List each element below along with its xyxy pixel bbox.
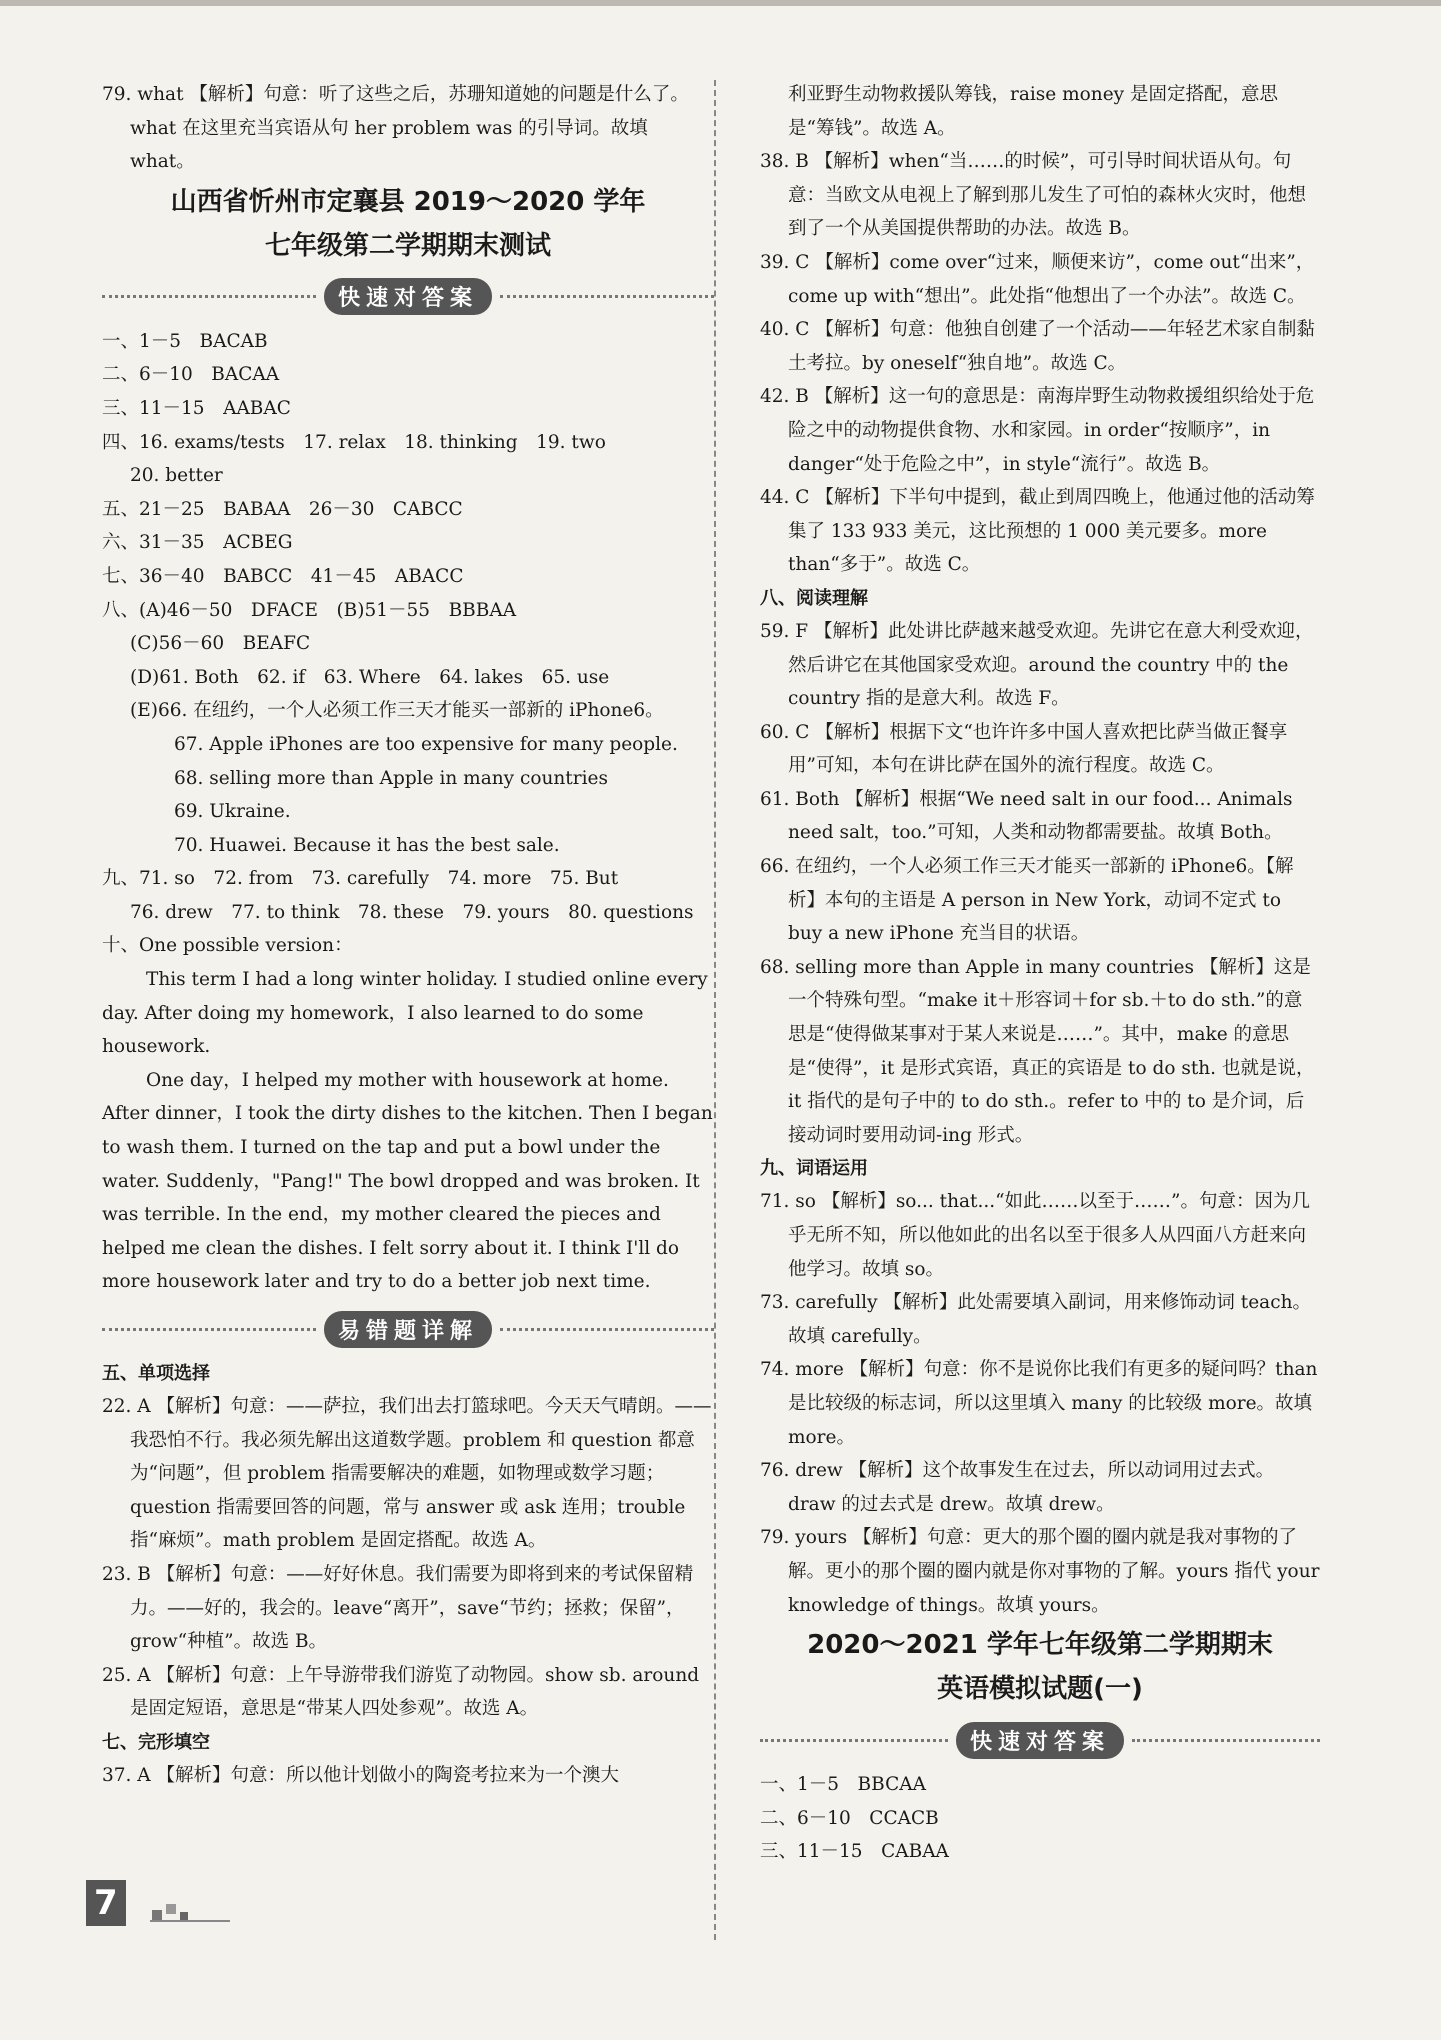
explanation: 39. C 【解析】come over“过来，顺便来访”，come out“出来”，come up with“想出”。此处指“他想出了一个办法”。故选 C。 [760, 251, 1315, 307]
answer-line: 七、36－40 BABCC 41－45 ABACC [102, 565, 464, 587]
explanation: 44. C 【解析】下半句中提到，截止到周四晚上，他通过他的活动筹集了 133 933 美元，这比预想的 1 000 美元要多。more than“多于”。故选 C。 [760, 487, 1315, 576]
section-heading: 八、阅读理解 [760, 587, 868, 609]
answer-line: (D)61. Both 62. if 63. Where 64. lakes 65. use [130, 666, 610, 688]
exam-subtitle: 英语模拟试题(一) [937, 1674, 1143, 1705]
exam-subtitle: 七年级第二学期期末测试 [264, 230, 551, 261]
column-divider [714, 80, 716, 1940]
explanation: 74. more 【解析】句意：你不是说你比我们有更多的疑问吗？than 是比较级的标志词，所以这里填入 many 的比较级 more。故填 more。 [760, 1359, 1318, 1448]
quick-answer-banner: 快速对答案 [760, 1722, 1320, 1758]
answer-line: 八、(A)46－50 DFACE (B)51－55 BBBAA [102, 599, 517, 621]
answer-line: 68. selling more than Apple in many countries [174, 767, 608, 789]
answer-line: 三、11－15 CABAA [760, 1841, 949, 1863]
answer-line: 20. better [130, 465, 223, 487]
answer-line: 二、6－10 CCACB [760, 1807, 939, 1829]
exam-title: 山西省忻州市定襄县 2019～2020 学年 [170, 186, 646, 217]
answer-line: 二、6－10 BACAA [102, 364, 280, 386]
answer-line: 十、One possible version： [102, 935, 353, 957]
essay-paragraph: This term I had a long winter holiday. I studied online every day. After doing my homework，I also learned to do some housework. [102, 969, 708, 1058]
explanation: 37. A 【解析】句意：所以他计划做小的陶瓷考拉来为一个澳大 [102, 1764, 620, 1786]
explanation: 38. B 【解析】when“当……的时候”，可引导时间状语从句。句意：当欧文从电视上了解到那儿发生了可怕的森林火灾时，他想到了一个从美国提供帮助的办法。故选 B。 [760, 151, 1307, 240]
explanation: 76. drew 【解析】这个故事发生在过去，所以动词用过去式。draw 的过去式是 drew。故填 drew。 [760, 1460, 1275, 1515]
explanation: 40. C 【解析】句意：他独自创建了一个活动——年轻艺术家自制黏土考拉。by oneself“独自地”。故选 C。 [760, 319, 1315, 374]
answer-line: 76. drew 77. to think 78. these 79. yours 80. questions [130, 901, 694, 923]
explanation: 22. A 【解析】句意：——萨拉，我们出去打篮球吧。今天天气晴朗。——我恐怕不行。我必须先解出这道数学题。problem 和 question 都意为“问题”，但 problem 指需要解决的难题，如物理或数学习题；question 指需要回答的问题，常与 answer 或 ask 连用；trouble 指“麻烦”。math problem 是固定搭配。故选 A。 [102, 1396, 712, 1552]
right-column [760, 78, 1320, 1869]
section-heading: 九、词语运用 [760, 1158, 868, 1180]
explanation: 61. Both 【解析】根据“We need salt in our food... Animals need salt，too.”可知，人类和动物都需要盐。故填 Both。 [760, 788, 1293, 844]
explanation: 68. selling more than Apple in many countries 【解析】这是一个特殊句型。“make it＋形容词＋for sb.＋to do sth.”的意思是“使得做某事对于某人来说是……”。其中，make 的意思是“使得”，it 是形式宾语，真正的宾语是 to do sth. 也就是说，it 指代的是句子中的 to do sth.。refer to 中的 to 是介词，后接动词时要用动词-ing 形式。 [760, 956, 1315, 1146]
explanation: 60. C 【解析】根据下文“也许许多中国人喜欢把比萨当做正餐享用”可知，本句在讲比萨在国外的流行程度。故选 C。 [760, 721, 1288, 777]
answer-line: (C)56－60 BEAFC [130, 633, 311, 655]
section-heading: 五、单项选择 [102, 1363, 210, 1384]
answer-line: 六、31－35 ACBEG [102, 532, 293, 554]
quick-answer-banner: 快速对答案 [102, 279, 714, 315]
explanation: 73. carefully 【解析】此处需要填入副词，用来修饰动词 teach。故填 carefully。 [760, 1292, 1311, 1347]
section-heading: 七、完形填空 [102, 1731, 210, 1753]
page-number: 7 [86, 1880, 126, 1926]
explanation: 23. B 【解析】句意：——好好休息。我们需要为即将到来的考试保留精力。——好的，我会的。leave“离开”，save“节约；拯救；保留”，grow“种植”。故选 B。 [102, 1563, 694, 1653]
answer-line: 三、11－15 AABAC [102, 397, 291, 419]
explanation: 79. yours 【解析】句意：更大的那个圈的圈内就是我对事物的了解。更小的那个圈的圈内就是你对事物的了解。yours 指代 your knowledge of things。故填 yours。 [760, 1527, 1320, 1616]
answer-line: 70. Huawei. Because it has the best sale. [174, 834, 560, 856]
error-analysis-banner: 易错题详解 [102, 1311, 714, 1347]
answer-line: 69. Ukraine. [174, 801, 291, 823]
answer-line: 一、1－5 BBCAA [760, 1774, 926, 1796]
answer-line: 五、21－25 BABAA 26－30 CABCC [102, 498, 463, 520]
explanation: 66. 在纽约，一个人必须工作三天才能买一部新的 iPhone6。【解析】本句的主语是 A person in New York，动词不定式 to buy a new iPhone 充当目的状语。 [760, 856, 1294, 945]
exam-title: 2020～2021 学年七年级第二学期期末 [807, 1630, 1273, 1661]
answer-line: 九、71. so 72. from 73. carefully 74. more 75. But [102, 868, 619, 890]
essay-paragraph: One day，I helped my mother with housework at home. After dinner，I took the dirty dishes to the kitchen. Then I began to wash them. I turned on the tap and put a bowl under the water. Suddenly，"Pang!" The bowl dropped and was broken. It was terrible. In the end，my mother cleared the pieces and helped me clean the dishes. I felt sorry about it. I think I'll do more housework later and try to do a better job next time. [102, 1069, 713, 1293]
explanation: 71. so 【解析】so... that...“如此……以至于……”。句意：因为几乎无所不知，所以他如此的出名以至于很多人从四面八方赶来向他学习。故填 so。 [760, 1191, 1311, 1280]
page-number-decoration-icon [150, 1900, 230, 1922]
answer-line: 一、1－5 BACAB [102, 330, 268, 352]
answer-line: 67. Apple iPhones are too expensive for many people. [174, 733, 678, 755]
text-line: 利亚野生动物救援队筹钱，raise money 是固定搭配，意思是“筹钱”。故选 A。 [788, 84, 1278, 139]
left-column [102, 78, 714, 1793]
answer-line: 四、16. exams/tests 17. relax 18. thinking 19. two [102, 431, 606, 453]
top-edge [0, 0, 1441, 6]
explanation: 59. F 【解析】此处讲比萨越来越受欢迎。先讲它在意大利受欢迎，然后讲它在其他国家受欢迎。around the country 中的 the country 指的是意大利。故选 F。 [760, 620, 1314, 710]
answer-line: (E)66. 在纽约，一个人必须工作三天才能买一部新的 iPhone6。 [130, 700, 664, 722]
explanation: 42. B 【解析】这一句的意思是：南海岸野生动物救援组织给处于危险之中的动物提供食物、水和家园。in order“按顺序”，in danger“处于危险之中”，in style“流行”。故选 B。 [760, 386, 1315, 475]
text-line: 79. what 【解析】句意：听了这些之后，苏珊知道她的问题是什么了。what 在这里充当宾语从句 her problem was 的引导词。故填 what。 [102, 84, 689, 173]
explanation: 25. A 【解析】句意：上午导游带我们游览了动物园。show sb. around 是固定短语，意思是“带某人四处参观”。故选 A。 [102, 1664, 700, 1720]
